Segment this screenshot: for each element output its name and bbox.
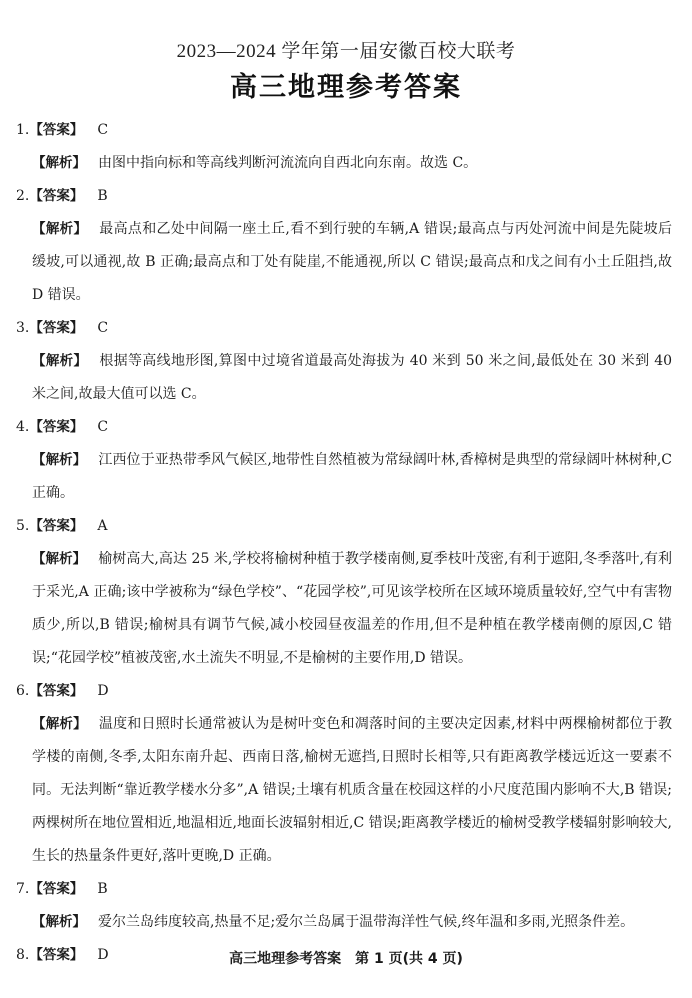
answer-label: 【答案】 (29, 683, 84, 699)
explanation-text: 根据等高线地形图,算图中过境省道最高处海拔为 40 米到 50 米之间,最低处在 30 米到 40 米之间,故最大值可以选 C。 (32, 353, 673, 402)
page-title: 高三地理参考答案 (230, 72, 462, 103)
answer-row (16, 411, 672, 444)
explanation-label: 【解析】 (32, 155, 86, 171)
question-number: 2. (16, 188, 30, 204)
explanation (16, 906, 672, 939)
question-number: 8. (16, 947, 30, 963)
answer-label: 【答案】 (29, 122, 84, 138)
explanation-text: 爱尔兰岛纬度较高,热量不足;爱尔兰岛属于温带海洋性气候,终年温和多雨,光照条件差。 (98, 914, 635, 930)
answer-label: 【答案】 (29, 518, 84, 534)
exam-subtitle: 2023—2024 学年第一届安徽百校大联考 (176, 41, 516, 62)
answer-value: B (97, 188, 108, 204)
answer-value: D (97, 683, 109, 699)
question-number: 7. (16, 881, 30, 897)
answer-label: 【答案】 (29, 320, 84, 336)
explanation-text: 榆树高大,高达 25 米,学校将榆树种植于教学楼南侧,夏季枝叶茂密,有利于遮阳,冬季落叶,有利于采光,A 正确;该中学被称为“绿色学校”、“花园学校”,可见该学校所在区域环境质量较好,空气中有害物质少,所以,B 错误;榆树具有调节气候,减小校园昼夜温差的作用,但不是种植在教学楼南侧的原因,C 错误;“花园学校”植被茂密,水土流失不明显,不是榆树的主要作用,D 错误。 (32, 551, 672, 666)
answer-label: 【答案】 (29, 419, 84, 435)
question-number: 5. (16, 518, 30, 534)
answer-label: 【答案】 (29, 881, 84, 897)
footer-doc-name: 高三地理参考答案 (229, 951, 342, 967)
explanation-text: 温度和日照时长通常被认为是树叶变色和凋落时间的主要决定因素,材料中两棵榆树都位于教学楼的南侧,冬季,太阳东南升起、西南日落,榆树无遮挡,日照时长相等,只有距离教学楼远近这一要素不同。无法判断“靠近教学楼水分多”,A 错误;土壤有机质含量在校园这样的小尺度范围内影响不大,B 错误;两棵树所在地位置相近,地温相近,地面长波辐射相近,C 错误;距离教学楼近的榆树受教学楼辐射影响较大,生长的热量条件更好,落叶更晚,D 正确。 (32, 716, 673, 864)
explanation-label: 【解析】 (32, 353, 88, 369)
question-number: 1. (16, 122, 30, 138)
explanation-text: 最高点和乙处中间隔一座土丘,看不到行驶的车辆,A 错误;最高点与丙处河流中间是先陡坡后缓坡,可以通视,故 B 正确;最高点和丁处有陡崖,不能通视,所以 C 错误;最高点和戊之间有小土丘阻挡,故 D 错误。 (32, 221, 672, 303)
explanation-label: 【解析】 (32, 914, 86, 930)
answer-value: D (97, 947, 109, 963)
explanation (16, 213, 672, 312)
answer-value: B (97, 881, 108, 897)
answer-value: C (97, 320, 109, 336)
answer-row (16, 510, 672, 543)
explanation-text: 由图中指向标和等高线判断河流流向自西北向东南。故选 C。 (98, 155, 478, 171)
explanation (16, 708, 672, 873)
question-number: 4. (16, 419, 30, 435)
explanation (16, 543, 672, 675)
explanation (16, 345, 672, 411)
answer-row (16, 312, 672, 345)
answer-row (16, 873, 672, 906)
question-number: 6. (16, 683, 30, 699)
page-footer (0, 948, 692, 968)
explanation-label: 【解析】 (32, 452, 87, 468)
explanation (16, 444, 672, 510)
answer-label: 【答案】 (29, 188, 84, 204)
explanation-label: 【解析】 (32, 221, 88, 237)
answer-row (16, 180, 672, 213)
footer-page-info: 第 1 页(共 4 页) (355, 951, 463, 967)
answer-value: C (97, 419, 109, 435)
explanation-label: 【解析】 (32, 716, 87, 732)
explanation-label: 【解析】 (32, 551, 87, 567)
answer-label: 【答案】 (29, 947, 84, 963)
explanation-text: 江西位于亚热带季风气候区,地带性自然植被为常绿阔叶林,香樟树是典型的常绿阔叶林树种,C 正确。 (32, 452, 673, 501)
explanation (16, 147, 672, 180)
answer-value: A (97, 518, 108, 534)
answer-row (16, 675, 672, 708)
question-number: 3. (16, 320, 30, 336)
answer-value: C (97, 122, 109, 138)
answer-list (0, 114, 692, 972)
answer-row (16, 114, 672, 147)
